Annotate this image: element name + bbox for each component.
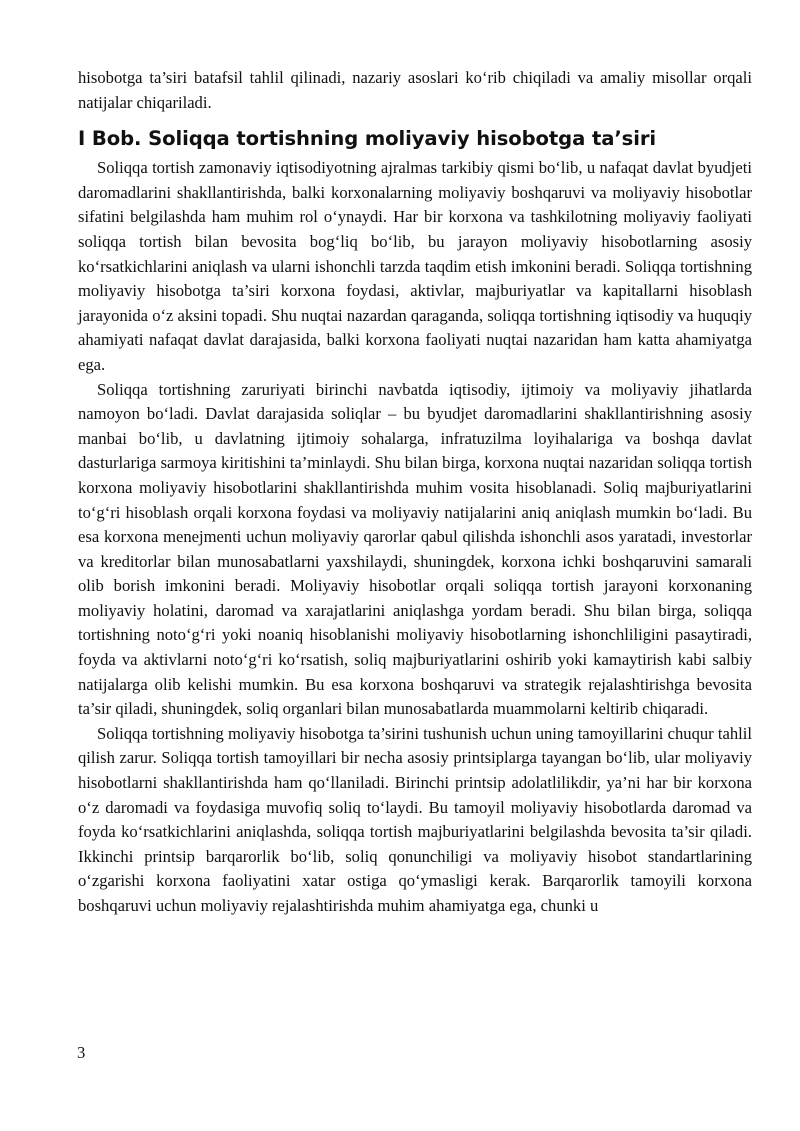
intro-paragraph: hisobotga ta’siri batafsil tahlil qilinadi, nazariy asoslari ko‘rib chiqiladi va amaliy misollar orqali natijalar chiqariladi. [78, 68, 752, 112]
body-paragraph-3: Soliqqa tortishning moliyaviy hisobotga ta’sirini tushunish uchun uning tamoyillarini chuqur tahlil qilish zarur. Soliqqa tortish tamoyillari bir necha asosiy printsiplarga tayangan bo‘lib, ular moliyaviy hisobotlarni shakllantirishda ham qo‘llaniladi. Birinchi printsip adolatlilikdir, ya’ni har bir korxona o‘z daromadi va foydasiga muvofiq soliq to‘laydi. Bu tamoyil moliyaviy hisobotlarda daromad va foyda ko‘rsatkichlarini aniqlashda, soliqqa tortish majburiyatlarini belgilashda bevosita ta’sir qiladi. Ikkinchi printsip barqarorlik bo‘lib, soliq qonunchiligi va moliyaviy hisobot standartlarining o‘zgarishi korxona faoliyatini xatar ostiga qo‘ymasligi kerak. Barqarorlik tamoyili korxona boshqaruvi uchun moliyaviy rejalashtirishda muhim ahamiyatga ega, chunki u [78, 723, 752, 915]
body-paragraph-1: Soliqqa tortish zamonaviy iqtisodiyotning ajralmas tarkibiy qismi bo‘lib, u nafaqat davlat byudjeti daromadlarini shakllantirishda, balki korxonalarning moliyaviy boshqaruvi va moliyaviy hisobotlar sifatini belgilashda ham muhim rol o‘ynaydi. Har bir korxona va tashkilotning moliyaviy faoliyati soliqqa tortish bilan bevosita bog‘liq bo‘lib, bu jarayon moliyaviy hisobotlarning asosiy ko‘rsatkichlarini aniqlash va ularni ishonchli tarzda taqdim etish imkonini beradi. Soliqqa tortishning moliyaviy hisobotga ta’siri korxona foydasi, aktivlar, majburiyatlar va kapitallarni hisoblash jarayonida o‘z aksini topadi. Shu nuqtai nazardan qaraganda, soliqqa tortishning iqtisodiy va huquqiy ahamiyati nafaqat davlat darajasida, balki korxona faoliyati nuqtai nazaridan ham katta ahamiyatga ega. [78, 158, 752, 374]
page-number: 3 [77, 1043, 86, 1062]
chapter-heading: I Bob. Soliqqa tortishning moliyaviy hisobotga ta’siri [78, 127, 657, 151]
body-paragraph-2: Soliqqa tortishning zaruriyati birinchi navbatda iqtisodiy, ijtimoiy va moliyaviy jihatlarda namoyon bo‘ladi. Davlat darajasida soliqlar – bu byudjet daromadlarini shakllantirishning asosiy manbai bo‘lib, u davlatning ijtimoiy sohalarga, infratuzilma loyihalariga va boshqa davlat dasturlariga sarmoya kiritishini ta’minlaydi. Shu bilan birga, korxona nuqtai nazaridan soliqqa tortish korxona moliyaviy hisobotlarini shakllantirishda muhim vosita hisoblanadi. Soliq majburiyatlarini to‘g‘ri hisoblash orqali korxona foydasi va moliyaviy natijalarini aniq aniqlash mumkin bo‘ladi. Bu esa korxona menejmenti uchun moliyaviy qarorlar qabul qilishda ishonchli asos yaratadi, investorlar va kreditorlar bilan munosabatlarni yaxshilaydi, shuningdek, korxona ichki boshqaruvini samarali olib borish imkonini beradi. Moliyaviy hisobotlar orqali soliqqa tortish jarayoni korxonaning moliyaviy holatini, daromad va xarajatlarini aniqlashga yordam beradi. Shu bilan birga, soliqqa tortishning noto‘g‘ri yoki noaniq hisoblanishi moliyaviy hisobotlarning ishonchliligini pasaytiradi, foyda va aktivlarni noto‘g‘ri ko‘rsatish, soliq majburiyatlarini oshirib yoki kamaytirish kabi salbiy natijalarga olib kelishi mumkin. Bu esa korxona boshqaruvi va strategik rejalashtirishga bevosita ta’sir qiladi, shuningdek, soliq organlari bilan munosabatlarda muammolarni keltirib chiqaradi. [78, 379, 752, 719]
document-page [78, 66, 752, 919]
